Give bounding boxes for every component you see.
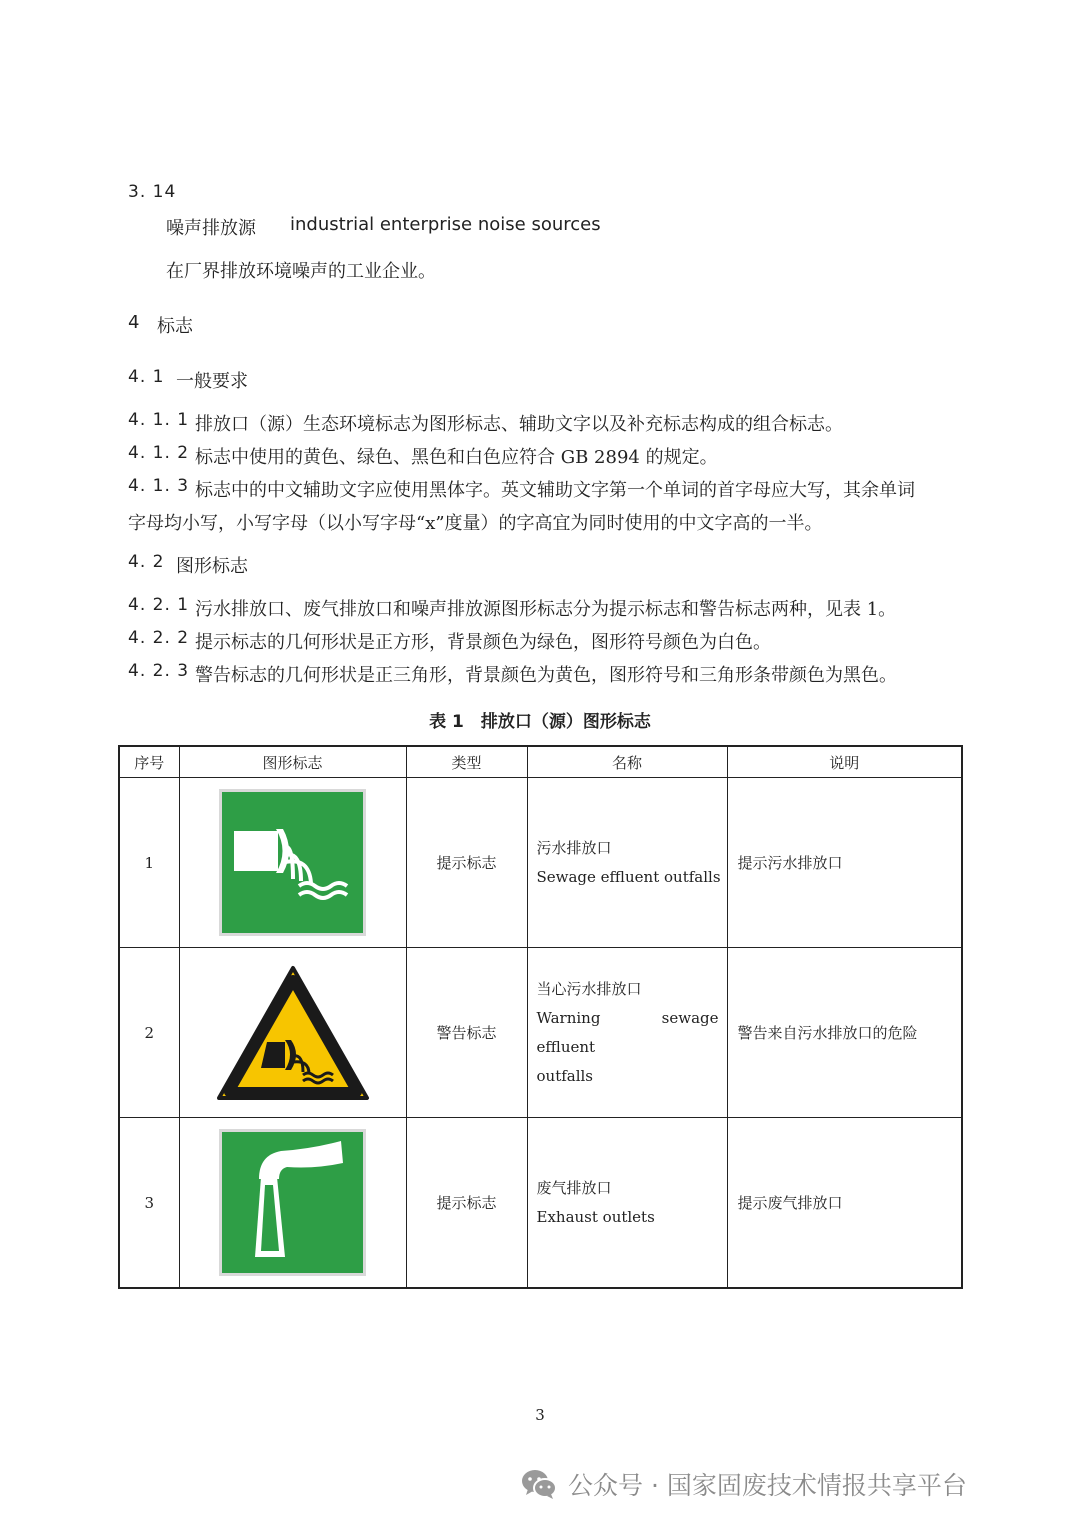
section-4-2-number: 4. 2: [128, 552, 165, 572]
symbol-table: [118, 745, 963, 1289]
sign-cell: [179, 948, 406, 1118]
clause-text-continued: 字母均小写，小写字母（以小写字母“x”度量）的字高宜为同时使用的中文字高的一半。: [128, 513, 823, 534]
header-type: 类型: [406, 746, 527, 778]
row-number: 2: [119, 948, 179, 1118]
clause-number: 4. 1. 2: [128, 443, 190, 463]
header-no: 序号: [119, 746, 179, 778]
term-definition: 在厂界排放环境噪声的工业企业。: [166, 261, 436, 282]
clause-text: 污水排放口、废气排放口和噪声排放源图形标志分为提示标志和警告标志两种，见表 1。: [195, 599, 897, 620]
sign-name: [527, 1118, 727, 1289]
table-row: [119, 948, 962, 1118]
clause-text: 警告标志的几何形状是正三角形，背景颜色为黄色，图形符号和三角形条带颜色为黑色。: [195, 665, 897, 686]
sign-type: 提示标志: [406, 1118, 527, 1289]
wechat-icon: [520, 1467, 558, 1501]
sign-description: 警告来自污水排放口的危险: [727, 948, 962, 1118]
sign-name: [527, 948, 727, 1118]
section-4-title: 标志: [157, 316, 193, 337]
term-cn: 噪声排放源: [166, 218, 256, 239]
clause-text: 提示标志的几何形状是正方形，背景颜色为绿色，图形符号颜色为白色。: [195, 632, 771, 653]
exhaust-outlet-prompt-sign-icon: [219, 1129, 366, 1276]
clause-text: 排放口（源）生态环境标志为图形标志、辅助文字以及补充标志构成的组合标志。: [195, 414, 843, 435]
section-4-2-title: 图形标志: [176, 556, 248, 577]
page-number: 3: [535, 1406, 545, 1424]
sign-type: 提示标志: [406, 778, 527, 948]
clause-text: 标志中使用的黄色、绿色、黑色和白色应符合 GB 2894 的规定。: [195, 447, 718, 468]
row-number: 3: [119, 1118, 179, 1289]
sign-name: [527, 778, 727, 948]
sign-name-cn: 废气排放口: [536, 1178, 612, 1197]
sign-type: 警告标志: [406, 948, 527, 1118]
table-caption: 表 1 排放口（源）图形标志: [429, 712, 651, 732]
header-description: 说明: [727, 746, 962, 778]
table-header-row: [119, 746, 962, 778]
term-en: industrial enterprise noise sources: [290, 214, 601, 235]
watermark: [520, 1466, 967, 1502]
sign-name-en-continued: outfalls: [536, 1066, 594, 1085]
clause-number: 4. 2. 2: [128, 628, 190, 648]
sign-name-en: Sewage effluent outfalls: [536, 867, 721, 886]
sewage-outfall-prompt-sign-icon: [219, 789, 366, 936]
table-row: [119, 778, 962, 948]
clause-number: 4. 1. 1: [128, 410, 190, 430]
section-4-number: 4: [128, 312, 140, 333]
sewage-outfall-warning-sign-icon: [215, 964, 371, 1102]
sign-name-cn: 污水排放口: [536, 838, 612, 857]
sign-name-en: Warning sewage effluent: [536, 1008, 719, 1056]
header-name: 名称: [527, 746, 727, 778]
section-4-1-title: 一般要求: [176, 371, 248, 392]
sign-description: 提示污水排放口: [727, 778, 962, 948]
sign-name-cn: 当心污水排放口: [536, 979, 642, 998]
sign-name-en: Exhaust outlets: [536, 1207, 655, 1226]
sign-cell: [179, 1118, 406, 1289]
sign-description: 提示废气排放口: [727, 1118, 962, 1289]
watermark-text: 公众号 · 国家固废技术情报共享平台: [568, 1471, 967, 1500]
section-3-14-number: 3. 14: [128, 182, 177, 202]
clause-text: 标志中的中文辅助文字应使用黑体字。英文辅助文字第一个单词的首字母应大写，其余单词: [195, 480, 915, 501]
clause-number: 4. 1. 3: [128, 476, 190, 496]
sign-cell: [179, 778, 406, 948]
clause-number: 4. 2. 1: [128, 595, 190, 615]
section-4-1-number: 4. 1: [128, 367, 165, 387]
table-row: [119, 1118, 962, 1289]
header-sign: 图形标志: [179, 746, 406, 778]
clause-number: 4. 2. 3: [128, 661, 190, 681]
row-number: 1: [119, 778, 179, 948]
